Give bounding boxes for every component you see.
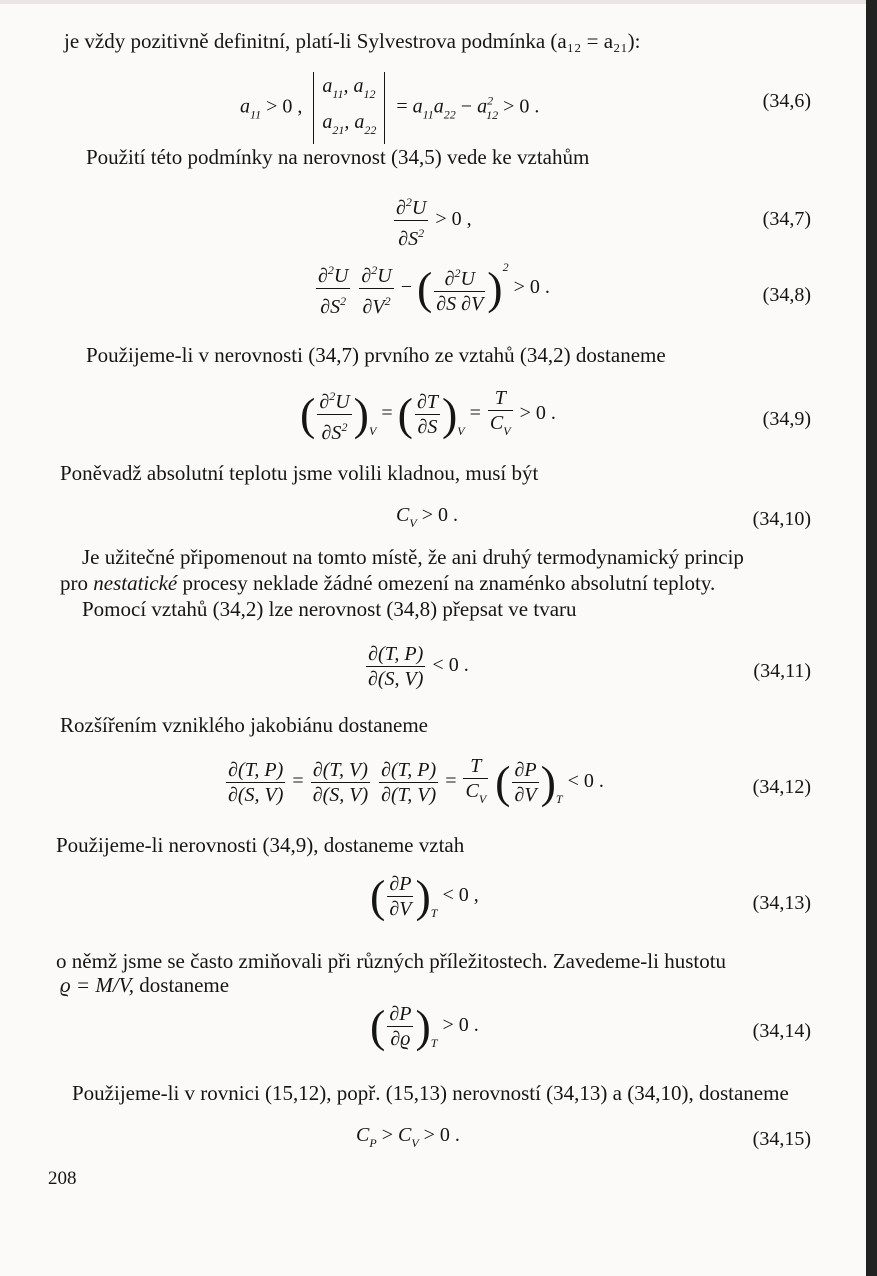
equation-number-34-12: (34,12) (752, 776, 811, 798)
paragraph-text: procesy neklade žádné omezení na znaménko absolutní teploty. (182, 571, 716, 595)
equation-34-15: $C_P > C_V > 0$ . (356, 1124, 460, 1150)
paragraph-text: Poněvadž absolutní teplotu jsme volili kladnou, musí být (60, 461, 539, 485)
paragraph-text: Použijeme-li v nerovnosti (34,7) prvního ze vztahů (34,2) dostaneme (86, 343, 666, 367)
paragraph-text: o němž jsme se často zmiňovali při různých příležitostech. Zavedeme-li hustotu (56, 949, 727, 973)
equation-34-9: ( $\frac{\partial^2U}{\partial S^2}$ )$_V$ = ( $\frac{\partial T}{\partial S}$ )$_V$ = $\frac{T}{C_V}$ > 0 . (300, 384, 556, 445)
equation-34-14: ( $\frac{\partial P}{\partial ϱ}$ )$_T > 0$ . (370, 1000, 479, 1052)
equation-34-12: $\frac{\partial(T, P)}{\partial(S, V)}$ = $\frac{\partial(T, V)}{\partial(S, V)}$ $\frac{\partial(T, P)}{\partial(T, V)}$ = $\frac{T}{C_V}$ ( $\frac{\partial P}{\partial V}$ )$_T < 0$ . (228, 755, 604, 808)
paragraph-remark-line2 (60, 570, 812, 597)
equation-34-7: $\frac{\partial^2U}{\partial S^2}$ > 0 , (392, 190, 472, 251)
paragraph-text: Rozšířením vzniklého jakobiánu dostaneme (60, 713, 428, 737)
equation-34-6: $a_{11} > 0$ , $a_{11}$, $a_{12}$ $a_{21}$, $a_{22} = a_{11}a_{22} - a^2_{12} > 0$ . (240, 72, 539, 144)
equation-number-34-6: (34,6) (762, 90, 811, 112)
paragraph-text: Je užitečné připomenout na tomto místě, že ani druhý termodynamický princip (82, 545, 744, 569)
determinant: $a_{11}$, $a_{12}$ $a_{21}$, $a_{22}$ (313, 72, 385, 144)
equation-number-34-15: (34,15) (752, 1128, 811, 1150)
paragraph-remark-line1 (82, 544, 834, 571)
word-pro: pro (60, 571, 88, 595)
equation-number-34-7: (34,7) (762, 208, 811, 230)
paragraph-density-line2 (60, 972, 812, 999)
paragraph-text: je vždy pozitivně definitní, platí-li Sylvestrova podmínka (a₁₂ = a₂₁): (64, 29, 641, 53)
equation-number-34-8: (34,8) (762, 284, 811, 306)
paragraph-rewrite (82, 596, 834, 623)
equation-number-34-14: (34,14) (752, 1020, 811, 1042)
equation-number-34-13: (34,13) (752, 892, 811, 914)
paragraph-text: Použití této podmínky na nerovnost (34,5) vede ke vztahům (86, 145, 590, 169)
paragraph-text: Pomocí vztahů (34,2) lze nerovnost (34,8) přepsat ve tvaru (82, 597, 577, 621)
paragraph-first-relation (86, 342, 838, 369)
paragraph-condition-use (86, 144, 838, 171)
equation-number-34-11: (34,11) (753, 660, 811, 682)
paragraph-jacobian (60, 712, 812, 739)
scan-edge-right (866, 0, 877, 1276)
paragraph-sylvester (64, 28, 816, 55)
paragraph-use-inequalities (56, 832, 808, 859)
scan-edge-top (0, 0, 877, 4)
equation-34-8: $\frac{\partial^2U}{\partial S^2}$ $\frac{\partial^2U}{\partial V^2}$ − ( $\frac{\partial^2U}{\partial S \partial V}$ )$^2$ > 0 . (314, 258, 550, 319)
paragraph-text: dostaneme (139, 973, 230, 997)
equation-34-13: ( $\frac{\partial P}{\partial V}$ )$_T < 0$ , (370, 870, 479, 922)
paragraph-text: Použijeme-li v rovnici (15,12), popř. (15,13) nerovností (34,13) a (34,10), dostaneme (72, 1081, 789, 1105)
paragraph-text: Použijeme-li nerovnosti (34,9), dostaneme vztah (56, 833, 465, 857)
equation-34-10: $C_V > 0$ . (396, 504, 458, 530)
emphasized-word: nestatické (93, 571, 178, 595)
density-definition: ϱ = M/V, (60, 973, 135, 997)
paragraph-density-line1 (56, 948, 808, 975)
page-number: 208 (48, 1168, 77, 1189)
paragraph-temperature (60, 460, 812, 487)
equation-number-34-9: (34,9) (762, 408, 811, 430)
equation-34-11: $\frac{\partial(T, P)}{\partial(S, V)}$ < 0 . (368, 643, 469, 690)
paragraph-final (72, 1080, 824, 1107)
equation-number-34-10: (34,10) (752, 508, 811, 530)
